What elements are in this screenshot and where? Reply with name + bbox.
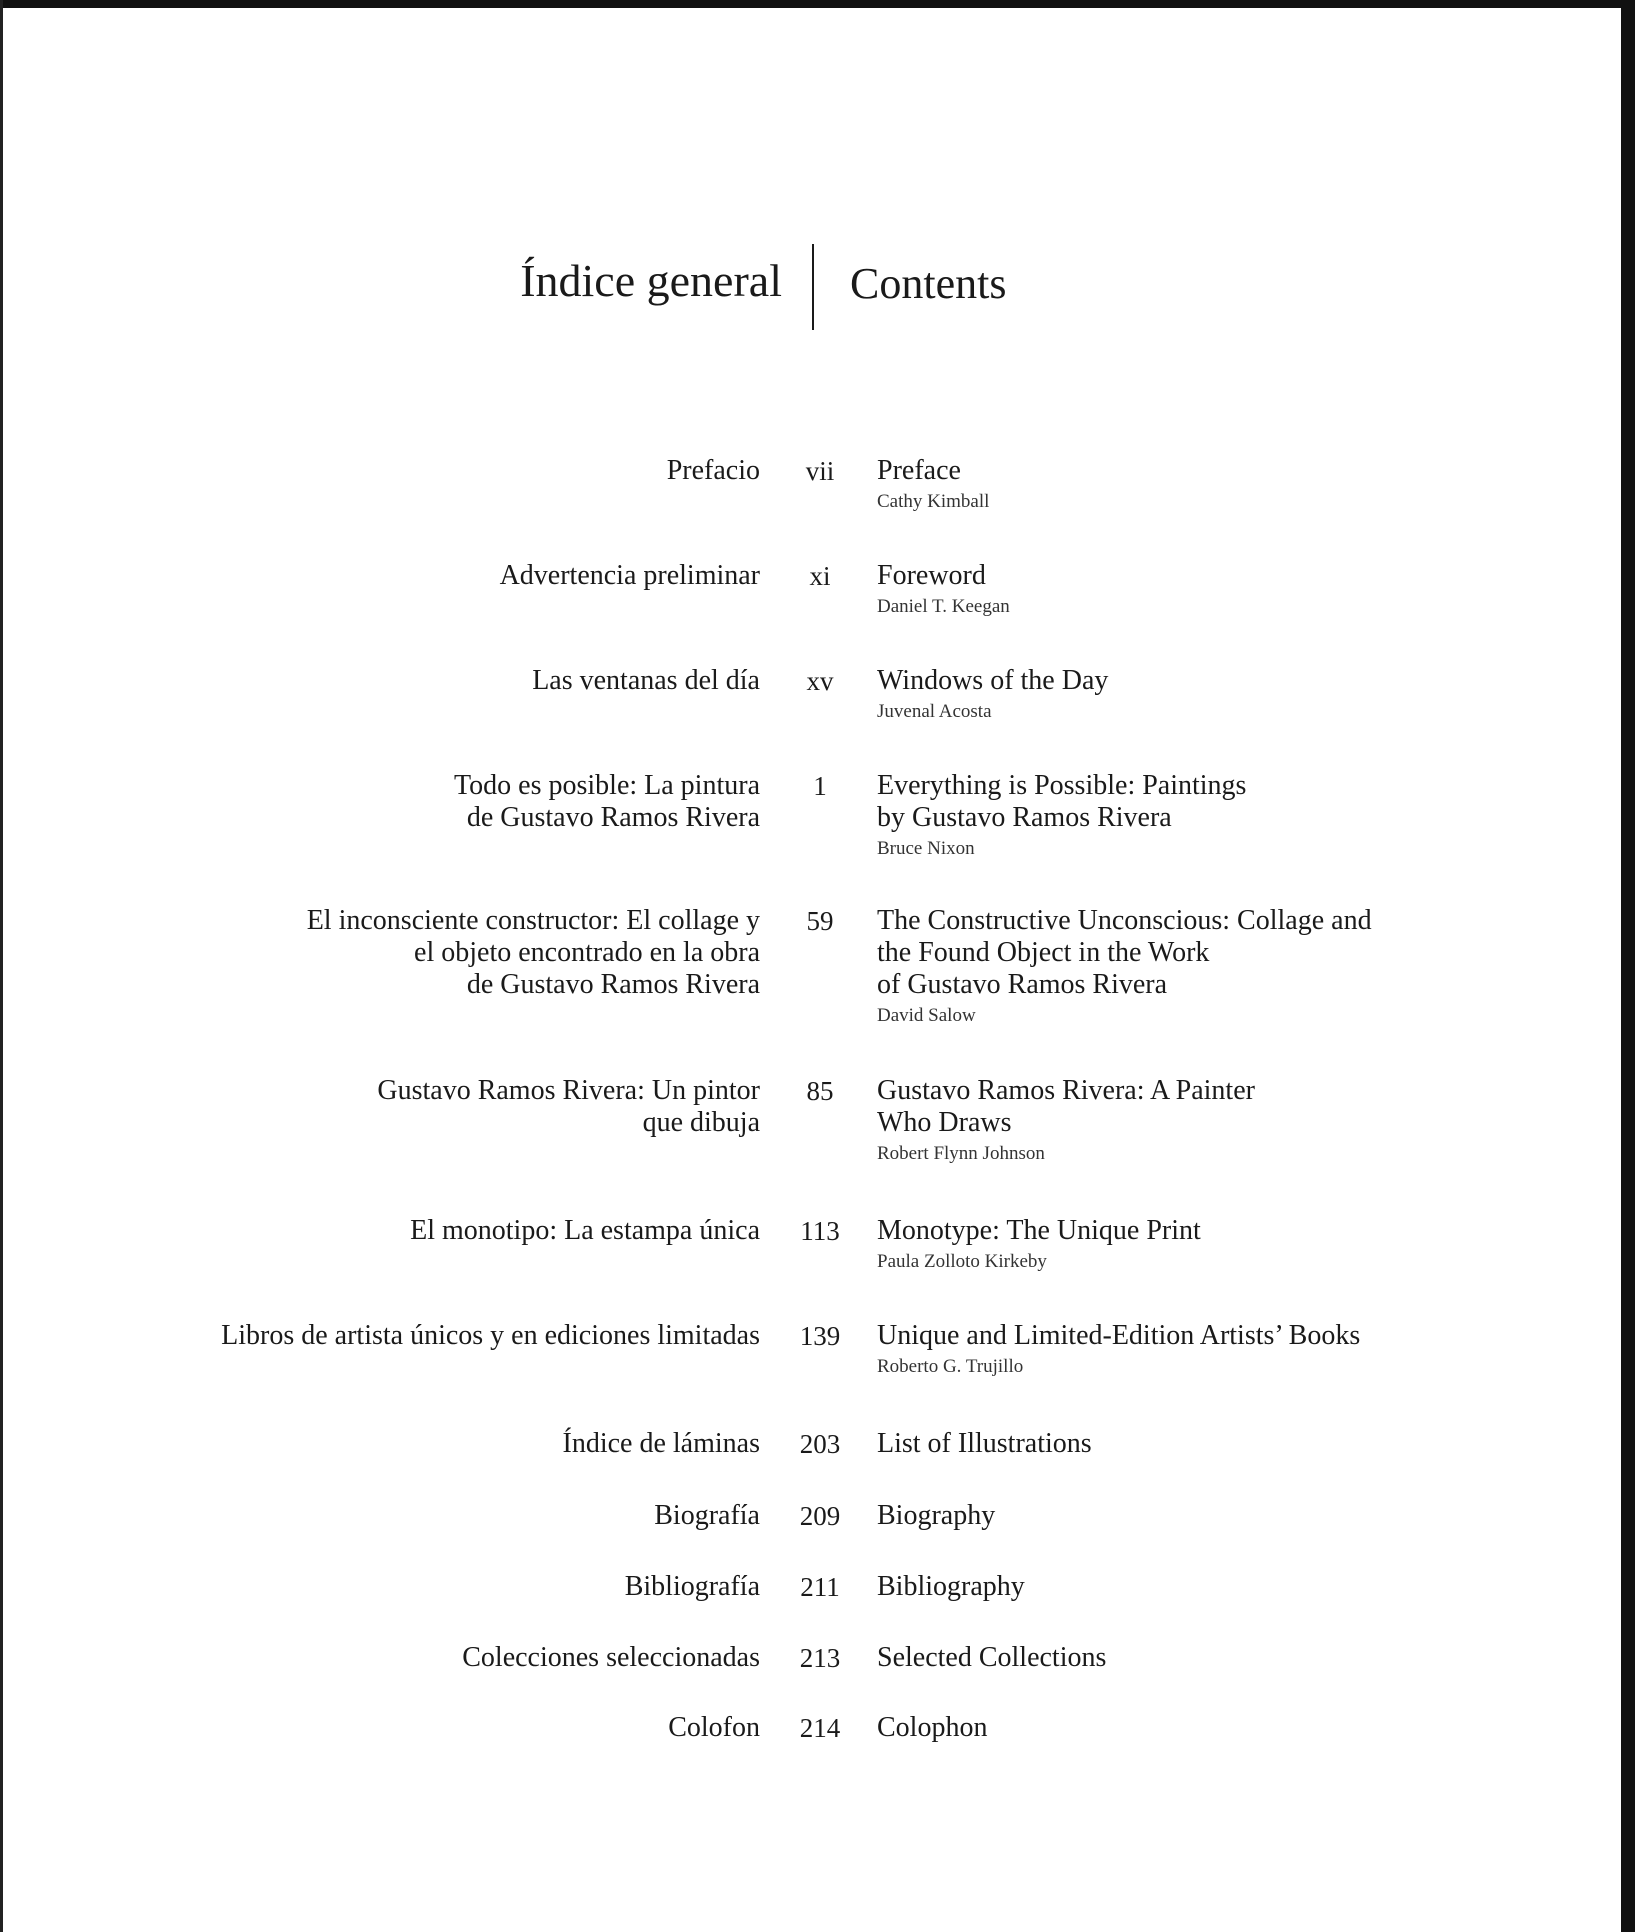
- entry-page-number: 59: [806, 906, 834, 936]
- entry-title-spanish: Advertencia preliminar: [499, 560, 760, 591]
- entry-page-number: 139: [799, 1321, 841, 1351]
- entry-page-number: 211: [800, 1572, 840, 1602]
- entry-page-number: 203: [799, 1429, 841, 1459]
- title-english: Contents: [850, 259, 1007, 308]
- entry-author: Cathy Kimball: [877, 491, 990, 512]
- scan-border-right: [1621, 0, 1635, 1932]
- entry-author: Robert Flynn Johnson: [877, 1143, 1045, 1164]
- entry-title-english: Unique and Limited-Edition Artists’ Books Roberto G. Trujillo: [877, 1320, 1437, 1379]
- scan-border-top: [0, 0, 1635, 8]
- title-divider: [812, 244, 814, 330]
- entry-page-number: xv: [806, 666, 834, 696]
- entry-page-number: xi: [809, 561, 831, 591]
- entry-title-spanish: Libros de artista únicos y en ediciones limitadas: [221, 1320, 760, 1351]
- entry-page-number: 209: [799, 1501, 841, 1531]
- entry-author: Roberto G. Trujillo: [877, 1356, 1024, 1377]
- scan-border-left: [0, 0, 3, 1932]
- entry-title-spanish: Colofon: [668, 1712, 760, 1743]
- entry-title-english: Colophon: [877, 1712, 988, 1743]
- entry-title-spanish: Gustavo Ramos Rivera: Un pintor que dibuja: [377, 1075, 760, 1138]
- entry-title-english: Monotype: The Unique Print Paula Zolloto Kirkeby: [877, 1215, 1437, 1274]
- entry-author: Paula Zolloto Kirkeby: [877, 1251, 1047, 1272]
- entry-title-spanish: Las ventanas del día: [532, 665, 760, 696]
- entry-author: David Salow: [877, 1005, 976, 1026]
- entry-author: Juvenal Acosta: [877, 701, 992, 722]
- entry-title-english: Bibliography: [877, 1571, 1025, 1602]
- entry-title-spanish: El monotipo: La estampa única: [410, 1215, 760, 1246]
- entry-title-spanish: Todo es posible: La pintura de Gustavo Ramos Rivera: [454, 770, 760, 833]
- entry-page-number: vii: [805, 456, 835, 486]
- entry-title-english: Foreword Daniel T. Keegan: [877, 560, 1437, 619]
- entry-author: Bruce Nixon: [877, 838, 975, 859]
- entry-page-number: 113: [800, 1216, 840, 1246]
- entry-title-spanish: Índice de láminas: [562, 1428, 760, 1459]
- entry-title-spanish: Bibliografía: [624, 1571, 760, 1602]
- entry-title-english: Selected Collections: [877, 1642, 1107, 1673]
- entry-page-number: 214: [799, 1713, 841, 1743]
- entry-title-english: Gustavo Ramos Rivera: A Painter Who Draws Robert Flynn Johnson: [877, 1075, 1437, 1166]
- entry-author: Daniel T. Keegan: [877, 596, 1010, 617]
- entry-title-spanish: El inconsciente constructor: El collage y el objeto encontrado en la obra de Gustavo Ramos Rivera: [306, 905, 760, 1000]
- entry-title-spanish: Colecciones seleccionadas: [462, 1642, 760, 1673]
- entry-title-english: Preface Cathy Kimball: [877, 455, 1437, 514]
- entry-title-english: Everything is Possible: Paintings by Gustavo Ramos Rivera Bruce Nixon: [877, 770, 1437, 861]
- entry-page-number: 1: [813, 771, 827, 801]
- entry-title-english: The Constructive Unconscious: Collage and the Found Object in the Work of Gustavo Ramos Rivera David Salow: [877, 905, 1437, 1028]
- title-spanish: Índice general: [520, 255, 782, 306]
- entry-title-english: Windows of the Day Juvenal Acosta: [877, 665, 1437, 724]
- entry-page-number: 213: [799, 1643, 841, 1673]
- entry-title-spanish: Biografía: [654, 1500, 760, 1531]
- entry-page-number: 85: [806, 1076, 834, 1106]
- entry-title-english: Biography: [877, 1500, 996, 1531]
- entry-title-spanish: Prefacio: [666, 455, 760, 486]
- entry-title-english: List of Illustrations: [877, 1428, 1092, 1459]
